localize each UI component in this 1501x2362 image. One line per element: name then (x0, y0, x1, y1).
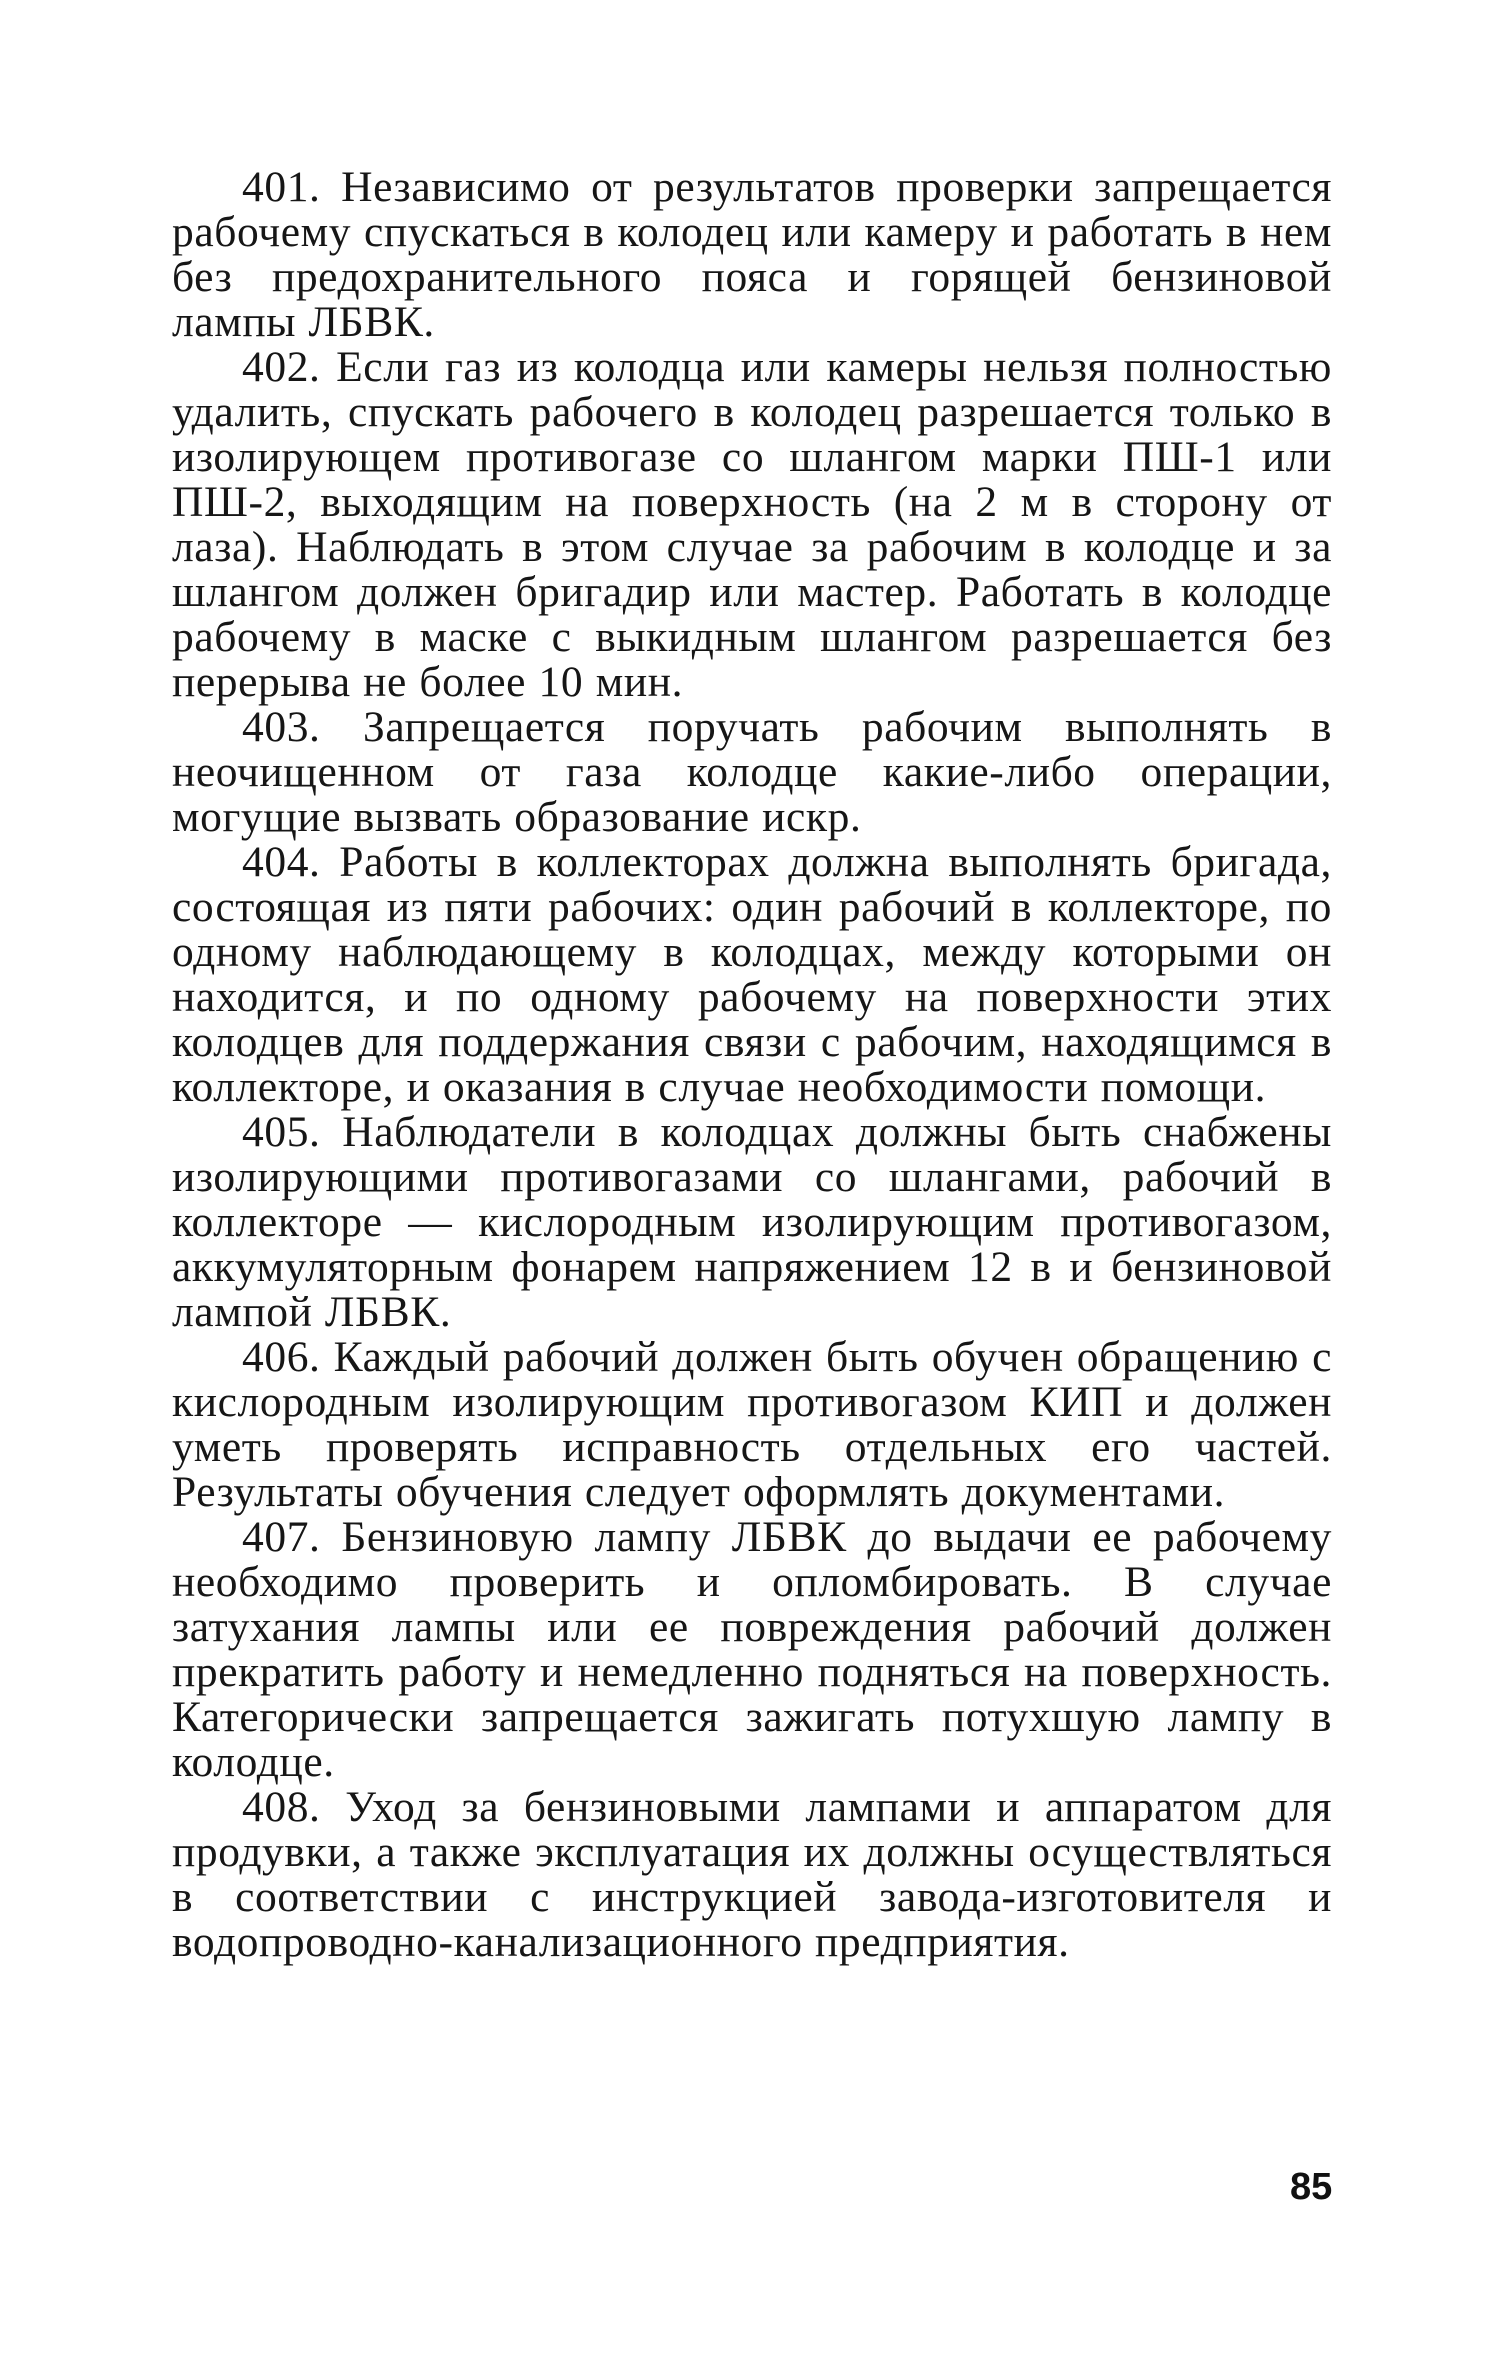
paragraph-401 (172, 165, 1332, 345)
paragraph-407 (172, 1515, 1332, 1785)
paragraph-number: 404. (242, 838, 321, 886)
paragraph-402 (172, 345, 1332, 705)
paragraph-number: 405. (242, 1108, 321, 1156)
paragraph-404 (172, 840, 1332, 1110)
paragraph-text: Если газ из колодца или камеры нельзя полностью удалить, спускать рабочего в колодец разрешается только в изолирующем противогазе со шлангом марки ПШ-1 или ПШ-2, выходящим на поверхность (на 2 м в сторону от лаза). Наблюдать в этом случае за рабочим в колодце и за шлангом должен бригадир или мастер. Работать в колодце рабочему в маске с выкидным шлангом разрешается без перерыва не более 10 мин. (172, 343, 1333, 706)
paragraph-number: 407. (242, 1513, 321, 1561)
paragraph-405 (172, 1110, 1332, 1335)
paragraph-text: Уход за бензиновыми лампами и аппаратом для продувки, а также эксплуатация их должны осуществляться в соответствии с инструкцией завода-изготовителя и водопроводно-канализационного предприятия. (172, 1783, 1332, 1966)
paragraph-text: Работы в коллекторах должна выполнять бригада, состоящая из пяти рабочих: один рабочий в коллекторе, по одному наблюдающему в колодцах, между которыми он находится, и по одному рабочему на поверхности этих колодцев для поддержания связи с рабочим, находящимся в коллекторе, и оказания в случае необходимости помощи. (172, 838, 1332, 1111)
paragraph-number: 401. (242, 163, 321, 211)
page-body (172, 165, 1332, 1965)
paragraph-number: 402. (242, 343, 321, 391)
paragraph-408 (172, 1785, 1332, 1965)
paragraph-text: Запрещается поручать рабочим выполнять в неочищенном от газа колодце какие-либо операции, могущие вызвать образование искр. (172, 703, 1332, 841)
paragraph-text: Независимо от результатов проверки запрещается рабочему спускаться в колодец или камеру и работать в нем без предохранительного пояса и горящей бензиновой лампы ЛБВК. (172, 163, 1332, 346)
paragraph-number: 403. (242, 703, 321, 751)
paragraph-403 (172, 705, 1332, 840)
page-number: 85 (1290, 2166, 1333, 2208)
paragraph-406 (172, 1335, 1332, 1515)
paragraph-number: 406. (242, 1333, 321, 1381)
paragraph-number: 408. (242, 1783, 321, 1831)
paragraph-text: Бензиновую лампу ЛБВК до выдачи ее рабочему необходимо проверить и опломбировать. В случае затухания лампы или ее повреждения рабочий должен прекратить работу и немедленно подняться на поверхность. Категорически запрещается зажигать потухшую лампу в колодце. (172, 1513, 1332, 1786)
paragraph-text: Каждый рабочий должен быть обучен обращению с кислородным изолирующим противогазом КИП и должен уметь проверять исправность отдельных его частей. Результаты обучения следует оформлять документами. (172, 1333, 1332, 1516)
paragraph-text: Наблюдатели в колодцах должны быть снабжены изолирующими противогазами со шлангами, рабочий в коллекторе — кислородным изолирующим противогазом, аккумуляторным фонарем напряжением 12 в и бензиновой лампой ЛБВК. (172, 1108, 1332, 1336)
